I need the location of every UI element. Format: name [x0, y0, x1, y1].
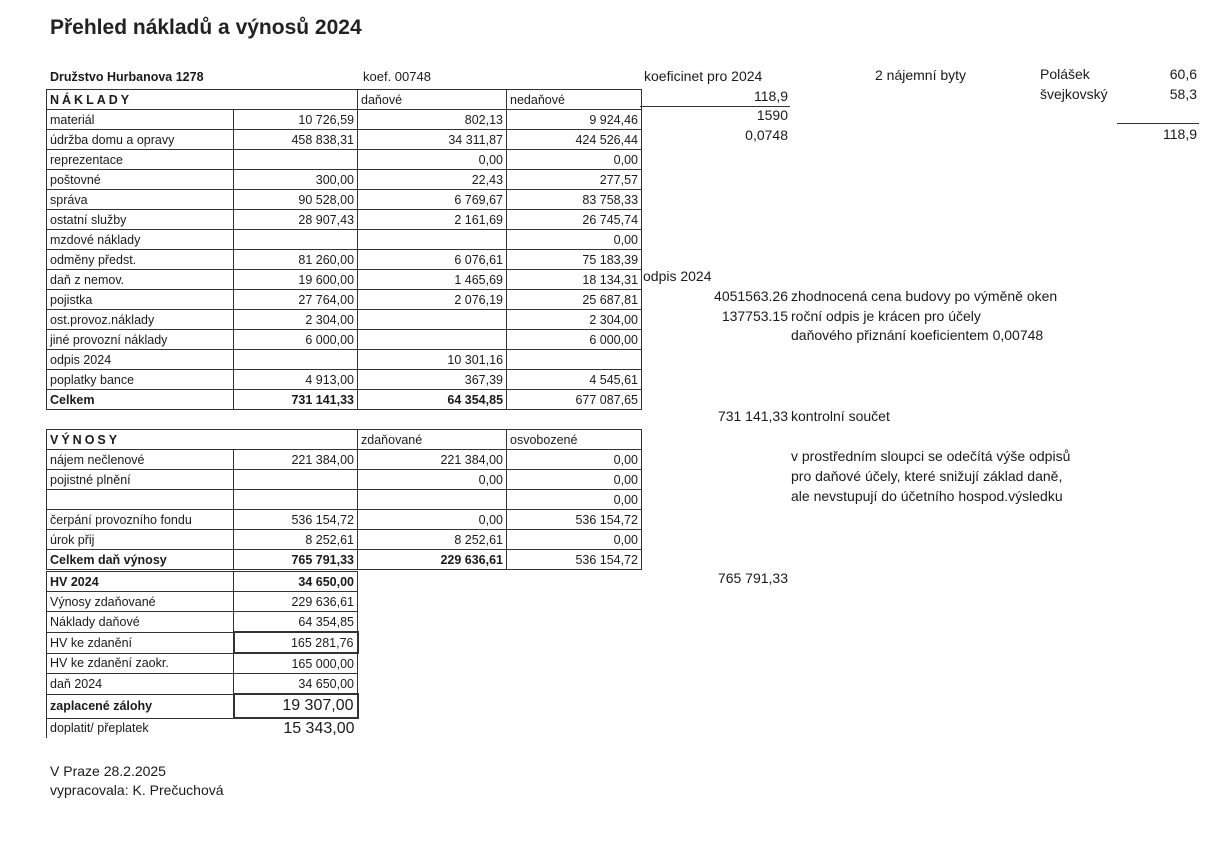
- table-row: [47, 230, 642, 250]
- explain-text: ale nevstupují do účetního hospod.výsledku: [791, 488, 1063, 504]
- row-tax: 802,13: [358, 110, 507, 130]
- table-row: [47, 130, 642, 150]
- row-free: 536 154,72: [507, 510, 642, 530]
- row-free: 0,00: [507, 530, 642, 550]
- row-tax: 2 161,69: [358, 210, 507, 230]
- row-nontax: 4 545,61: [507, 370, 642, 390]
- row-label: pojistka: [47, 290, 234, 310]
- row-tax: 0,00: [358, 150, 507, 170]
- table-row: [47, 270, 642, 290]
- row-tax: 10 301,16: [358, 350, 507, 370]
- tenant-name: Polášek: [1040, 66, 1090, 82]
- koef-1590: 1590: [756, 107, 788, 123]
- row-value: 165 281,76: [234, 632, 358, 653]
- koef-code: koef. 00748: [363, 69, 431, 84]
- place-date: V Praze 28.2.2025: [50, 763, 166, 779]
- row-total: [234, 150, 358, 170]
- revenue-sum-row: [47, 550, 642, 570]
- row-value: 229 636,61: [234, 592, 358, 612]
- row-total: [234, 230, 358, 250]
- table-row: [47, 612, 358, 633]
- table-row: [47, 370, 642, 390]
- row-label: poštovné: [47, 170, 234, 190]
- row-label: čerpání provozního fondu: [47, 510, 234, 530]
- row-total: 90 528,00: [234, 190, 358, 210]
- row-nontax: 0,00: [507, 150, 642, 170]
- row-tax: 6 769,67: [358, 190, 507, 210]
- row-nontax: 277,57: [507, 170, 642, 190]
- tenant-value: 58,3: [1169, 86, 1197, 102]
- row-label: mzdové náklady: [47, 230, 234, 250]
- row-tax: [358, 490, 507, 510]
- row-value: 165 000,00: [234, 653, 358, 674]
- col-nontax-header: nedaňové: [507, 90, 642, 110]
- table-row: [47, 490, 642, 510]
- row-nontax: 26 745,74: [507, 210, 642, 230]
- advances-row: [47, 694, 358, 718]
- row-total: 10 726,59: [234, 110, 358, 130]
- row-nontax: 18 134,31: [507, 270, 642, 290]
- row-label: materiál: [47, 110, 234, 130]
- row-tax: 6 076,61: [358, 250, 507, 270]
- row-nontax: 9 924,46: [507, 110, 642, 130]
- table-row: [47, 530, 642, 550]
- building-text: zhodnocená cena budovy po výměně oken: [791, 288, 1058, 304]
- row-value: 34 650,00: [234, 572, 358, 592]
- row-tax: [358, 230, 507, 250]
- row-total: 458 838,31: [234, 130, 358, 150]
- check-value: 731 141,33: [717, 408, 788, 424]
- row-total: 19 600,00: [234, 270, 358, 290]
- row-nontax: 25 687,81: [507, 290, 642, 310]
- explain-text: pro daňové účely, které snižují základ daně,: [791, 468, 1063, 484]
- row-free: 0,00: [507, 490, 642, 510]
- row-total: 221 384,00: [234, 450, 358, 470]
- table-row: [47, 592, 358, 612]
- row-nontax: 424 526,44: [507, 130, 642, 150]
- tenants-total: 118,9: [1163, 126, 1197, 142]
- row-total: 28 907,43: [234, 210, 358, 230]
- page-title: Přehled nákladů a výnosů 2024: [50, 16, 362, 39]
- row-tax: 0,00: [358, 470, 507, 490]
- row-label: poplatky bance: [47, 370, 234, 390]
- row-total: 731 141,33: [234, 390, 358, 410]
- row-tax: 64 354,85: [358, 390, 507, 410]
- row-nontax: 75 183,39: [507, 250, 642, 270]
- row-value: 19 307,00: [234, 694, 358, 718]
- row-label: správa: [47, 190, 234, 210]
- result-table: [46, 571, 359, 738]
- row-label: Výnosy zdaňované: [47, 592, 234, 612]
- row-total: 536 154,72: [234, 510, 358, 530]
- row-label: Náklady daňové: [47, 612, 234, 633]
- revenue-heading: VÝNOSY: [47, 430, 358, 450]
- rental-label: 2 nájemní byty: [875, 67, 967, 83]
- tenants-sum-line: [1117, 123, 1199, 124]
- table-row: [47, 190, 642, 210]
- revenue-header-row: [47, 430, 642, 450]
- koef-value: 118,9: [754, 88, 788, 104]
- row-tax: 1 465,69: [358, 270, 507, 290]
- row-total: 765 791,33: [234, 550, 358, 570]
- table-row: [47, 653, 358, 674]
- row-label: údržba domu a opravy: [47, 130, 234, 150]
- annual-text: daňového přiznání koeficientem 0,00748: [791, 327, 1044, 343]
- org-name: Družstvo Hurbanova 1278: [50, 70, 204, 84]
- row-label: ostatní služby: [47, 210, 234, 230]
- row-free: 0,00: [507, 450, 642, 470]
- row-label: jiné provozní náklady: [47, 330, 234, 350]
- costs-sum-row: [47, 390, 642, 410]
- costs-heading: NÁKLADY: [47, 90, 358, 110]
- row-total: [234, 490, 358, 510]
- row-total: 300,00: [234, 170, 358, 190]
- row-tax: 0,00: [358, 510, 507, 530]
- annual-text: roční odpis je krácen pro účely: [791, 308, 981, 324]
- table-row: [47, 674, 358, 695]
- koef-label: koeficinet pro 2024: [644, 68, 763, 84]
- row-tax: 22,43: [358, 170, 507, 190]
- row-tax: [358, 310, 507, 330]
- row-value: 64 354,85: [234, 612, 358, 633]
- row-label: doplatit/ přeplatek: [47, 718, 234, 738]
- col-tax-header: daňové: [358, 90, 507, 110]
- row-total: 27 764,00: [234, 290, 358, 310]
- row-nontax: 2 304,00: [507, 310, 642, 330]
- author: vypracovala: K. Prečuchová: [50, 782, 224, 798]
- row-label: zaplacené zálohy: [47, 694, 234, 718]
- annual-value: 137753.15: [721, 308, 788, 324]
- table-row: [47, 170, 642, 190]
- row-label: Celkem daň výnosy: [47, 550, 234, 570]
- row-label: pojistné plnění: [47, 470, 234, 490]
- row-value: 15 343,00: [283, 719, 355, 737]
- row-total: 4 913,00: [234, 370, 358, 390]
- table-row: [47, 350, 642, 370]
- row-label: HV ke zdanění zaokr.: [47, 653, 234, 674]
- row-nontax: 677 087,65: [507, 390, 642, 410]
- row-tax: 367,39: [358, 370, 507, 390]
- row-free: 0,00: [507, 470, 642, 490]
- balance-row: [47, 718, 358, 738]
- tenant-name: švejkovský: [1040, 86, 1108, 102]
- table-row: [47, 510, 642, 530]
- row-label: daň 2024: [47, 674, 234, 695]
- row-tax: 2 076,19: [358, 290, 507, 310]
- table-row: [47, 150, 642, 170]
- table-row: [47, 290, 642, 310]
- row-nontax: [507, 350, 642, 370]
- row-label: HV ke zdanění: [47, 632, 234, 653]
- row-label: HV 2024: [47, 572, 234, 592]
- row-value: 34 650,00: [234, 674, 358, 695]
- row-total: 6 000,00: [234, 330, 358, 350]
- table-row: [47, 632, 358, 653]
- odpis-label: odpis 2024: [643, 268, 712, 284]
- table-row: [47, 450, 642, 470]
- row-label: [47, 490, 234, 510]
- row-label: ost.provoz.náklady: [47, 310, 234, 330]
- row-tax: [358, 330, 507, 350]
- revenue-check-value: 765 791,33: [717, 570, 788, 586]
- row-total: 81 260,00: [234, 250, 358, 270]
- row-label: daň z nemov.: [47, 270, 234, 290]
- tenant-value: 60,6: [1169, 66, 1197, 82]
- table-row: [47, 470, 642, 490]
- row-nontax: 0,00: [507, 230, 642, 250]
- costs-table: [46, 89, 642, 410]
- costs-header-row: [47, 90, 642, 110]
- table-row: [47, 110, 642, 130]
- table-row: [47, 210, 642, 230]
- row-label: Celkem: [47, 390, 234, 410]
- check-text: kontrolní součet: [791, 408, 890, 424]
- table-row: [47, 330, 642, 350]
- row-total: [234, 350, 358, 370]
- row-free: 536 154,72: [507, 550, 642, 570]
- table-row: [47, 250, 642, 270]
- col-tax-header: zdaňované: [358, 430, 507, 450]
- row-nontax: 6 000,00: [507, 330, 642, 350]
- row-tax: 34 311,87: [358, 130, 507, 150]
- row-total: [234, 470, 358, 490]
- hv-row: [47, 572, 358, 592]
- row-label: reprezentace: [47, 150, 234, 170]
- row-tax: 229 636,61: [358, 550, 507, 570]
- building-value: 4051563.26: [714, 288, 788, 304]
- row-tax: 221 384,00: [358, 450, 507, 470]
- row-label: nájem nečlenové: [47, 450, 234, 470]
- col-free-header: osvobozené: [507, 430, 642, 450]
- row-tax: 8 252,61: [358, 530, 507, 550]
- row-nontax: 83 758,33: [507, 190, 642, 210]
- row-label: odměny předst.: [47, 250, 234, 270]
- row-total: 2 304,00: [234, 310, 358, 330]
- explain-text: v prostředním sloupci se odečítá výše odpisů: [791, 448, 1071, 464]
- row-label: odpis 2024: [47, 350, 234, 370]
- row-label: úrok přij: [47, 530, 234, 550]
- revenue-table: [46, 429, 642, 570]
- row-total: 8 252,61: [234, 530, 358, 550]
- table-row: [47, 310, 642, 330]
- koef-rate: 0,0748: [745, 127, 788, 143]
